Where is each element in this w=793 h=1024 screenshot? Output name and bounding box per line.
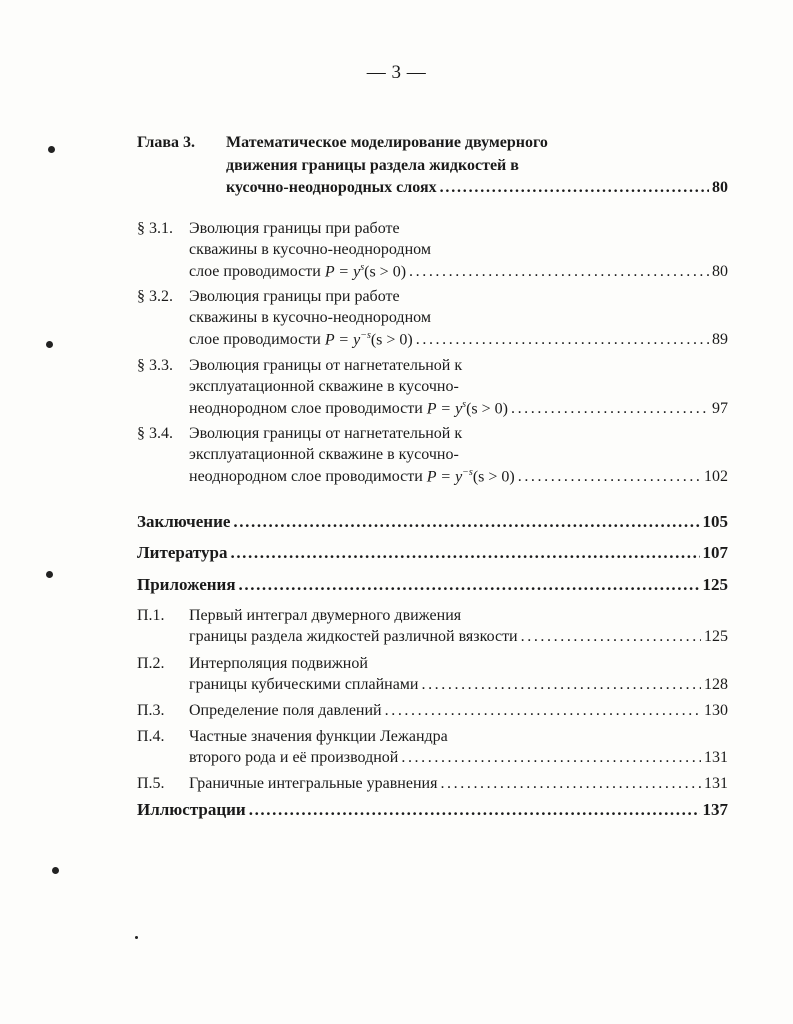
illustrations-page: 137 [702, 800, 728, 819]
toc-conclusion[interactable] [137, 512, 728, 532]
toc-appendix-1-line-2[interactable] [189, 628, 728, 646]
binding-hole-mark [52, 867, 59, 874]
formula-condition: (s > 0) [472, 468, 515, 486]
section-title-line-3: слое проводимости [189, 331, 321, 349]
toc-appendix-4[interactable] [137, 728, 728, 746]
toc-appendices[interactable] [137, 575, 728, 595]
appendix-title-line-1: Первый интеграл двумерного движения [189, 607, 462, 624]
appendix-page: 130 [704, 702, 728, 719]
toc-appendix-5[interactable] [137, 775, 728, 793]
toc-appendix-3[interactable] [137, 702, 728, 720]
dot-leader [421, 676, 701, 694]
toc-illustrations[interactable] [137, 800, 728, 820]
dot-leader [440, 775, 701, 793]
section-page: 97 [712, 400, 728, 418]
toc-appendix-1[interactable] [137, 607, 728, 625]
section-title-line-1: Эволюция границы от нагнетательной к [189, 357, 463, 374]
formula-base: P = y [324, 263, 361, 281]
toc-section-3-4-line-3[interactable] [189, 467, 728, 486]
toc-appendix-2[interactable] [137, 655, 728, 673]
appendix-page: 125 [704, 628, 728, 645]
toc-appendix-4-line-2[interactable] [189, 749, 728, 767]
formula [325, 330, 413, 349]
section-label: § 3.3. [137, 357, 173, 374]
chapter-page: 80 [712, 179, 728, 196]
formula-base: P = y [426, 400, 463, 418]
toc-section-3-2-line-3[interactable] [189, 330, 728, 349]
section-title-line-1: Эволюция границы при работе [189, 288, 400, 305]
appendix-label: П.2. [137, 655, 165, 672]
illustrations-label: Иллюстрации [137, 800, 246, 819]
dot-leader [521, 628, 701, 646]
toc-literature[interactable] [137, 543, 728, 563]
section-label: § 3.2. [137, 288, 173, 305]
binding-hole-mark [46, 571, 53, 578]
appendix-title-line-2: границы раздела жидкостей различной вязкости [189, 628, 518, 645]
toc-section-3-4[interactable] [137, 425, 728, 443]
dot-leader [440, 179, 709, 197]
toc-section-3-1[interactable] [137, 220, 728, 238]
appendix-title-line-1: Частные значения функции Лежандра [189, 728, 448, 745]
dot-leader [401, 749, 701, 767]
binding-hole-mark [48, 146, 55, 153]
section-title-line-3: слое проводимости [189, 263, 321, 281]
conclusion-label: Заключение [137, 512, 231, 531]
appendix-label: П.4. [137, 728, 165, 745]
appendices-label: Приложения [137, 575, 236, 594]
toc-section-3-2[interactable] [137, 288, 728, 306]
dot-leader [416, 331, 709, 349]
section-page: 80 [712, 263, 728, 281]
literature-label: Литература [137, 543, 228, 562]
section-page: 89 [712, 331, 728, 349]
formula [427, 399, 508, 418]
formula [325, 262, 406, 281]
section-title-line-2: скважины в кусочно-неоднородном [189, 241, 431, 258]
appendix-title-line-1: Интерполяция подвижной [189, 655, 368, 672]
formula-base: P = y [324, 331, 361, 349]
chapter-title-line-1: Математическое моделирование двумерного [226, 134, 548, 151]
formula [427, 467, 515, 486]
dot-leader [385, 702, 701, 720]
toc-section-3-1-line-2 [189, 241, 728, 259]
toc-section-3-3-line-3[interactable] [189, 399, 728, 418]
formula-exponent: −s [462, 467, 473, 478]
dot-leader [518, 468, 701, 486]
section-page: 102 [704, 468, 728, 486]
chapter-title-line-2: движения границы раздела жидкостей в [226, 157, 519, 174]
toc-chapter-3-line-2 [226, 157, 728, 175]
appendices-page: 125 [702, 575, 728, 594]
formula-exponent: −s [360, 330, 371, 341]
formula-exponent: s [462, 399, 467, 410]
section-label: § 3.4. [137, 425, 173, 442]
formula-base: P = y [426, 468, 463, 486]
formula-condition: (s > 0) [466, 400, 508, 418]
appendix-label: П.1. [137, 607, 165, 624]
dot-leader [249, 800, 700, 820]
appendix-page: 128 [704, 676, 728, 693]
chapter-title-line-3: кусочно-неоднородных слоях [226, 179, 437, 196]
toc-section-3-4-line-2 [189, 446, 728, 464]
dot-leader [409, 263, 709, 281]
appendix-title-line-2: границы кубическими сплайнами [189, 676, 419, 693]
dot-leader [511, 400, 709, 418]
literature-page: 107 [702, 543, 728, 562]
section-title-line-3: неоднородном слое проводимости [189, 468, 423, 486]
binding-hole-mark [135, 936, 138, 939]
toc-section-3-3-line-2 [189, 378, 728, 396]
formula-exponent: s [360, 262, 365, 273]
toc-appendix-2-line-2[interactable] [189, 676, 728, 694]
page-number: — 3 — [366, 62, 427, 83]
section-title-line-3: неоднородном слое проводимости [189, 400, 423, 418]
binding-hole-mark [46, 341, 53, 348]
appendix-label: П.3. [137, 702, 165, 719]
section-title-line-2: эксплуатационной скважине в кусочно- [189, 446, 459, 463]
appendix-page: 131 [704, 775, 728, 792]
section-title-line-2: эксплуатационной скважине в кусочно- [189, 378, 459, 395]
section-title-line-1: Эволюция границы при работе [189, 220, 400, 237]
conclusion-page: 105 [702, 512, 728, 531]
toc-section-3-3[interactable] [137, 357, 728, 375]
formula-condition: (s > 0) [364, 263, 407, 281]
appendix-title-line-1: Определение поля давлений [189, 702, 382, 719]
toc-chapter-3[interactable] [137, 134, 728, 152]
appendix-title-line-2: второго рода и её производной [189, 749, 399, 766]
appendix-label: П.5. [137, 775, 165, 792]
dot-leader [230, 543, 699, 563]
toc-chapter-3-line-3[interactable] [226, 179, 728, 197]
section-title-line-2: скважины в кусочно-неоднородном [189, 309, 431, 326]
appendix-page: 131 [704, 749, 728, 766]
dot-leader [233, 512, 699, 532]
toc-section-3-2-line-2 [189, 309, 728, 327]
section-title-line-1: Эволюция границы от нагнетательной к [189, 425, 463, 442]
chapter-label: Глава 3. [137, 134, 195, 151]
section-label: § 3.1. [137, 220, 173, 237]
formula-condition: (s > 0) [370, 331, 413, 349]
toc-section-3-1-line-3[interactable] [189, 262, 728, 281]
appendix-title-line-1: Граничные интегральные уравнения [189, 775, 438, 792]
dot-leader [239, 575, 700, 595]
